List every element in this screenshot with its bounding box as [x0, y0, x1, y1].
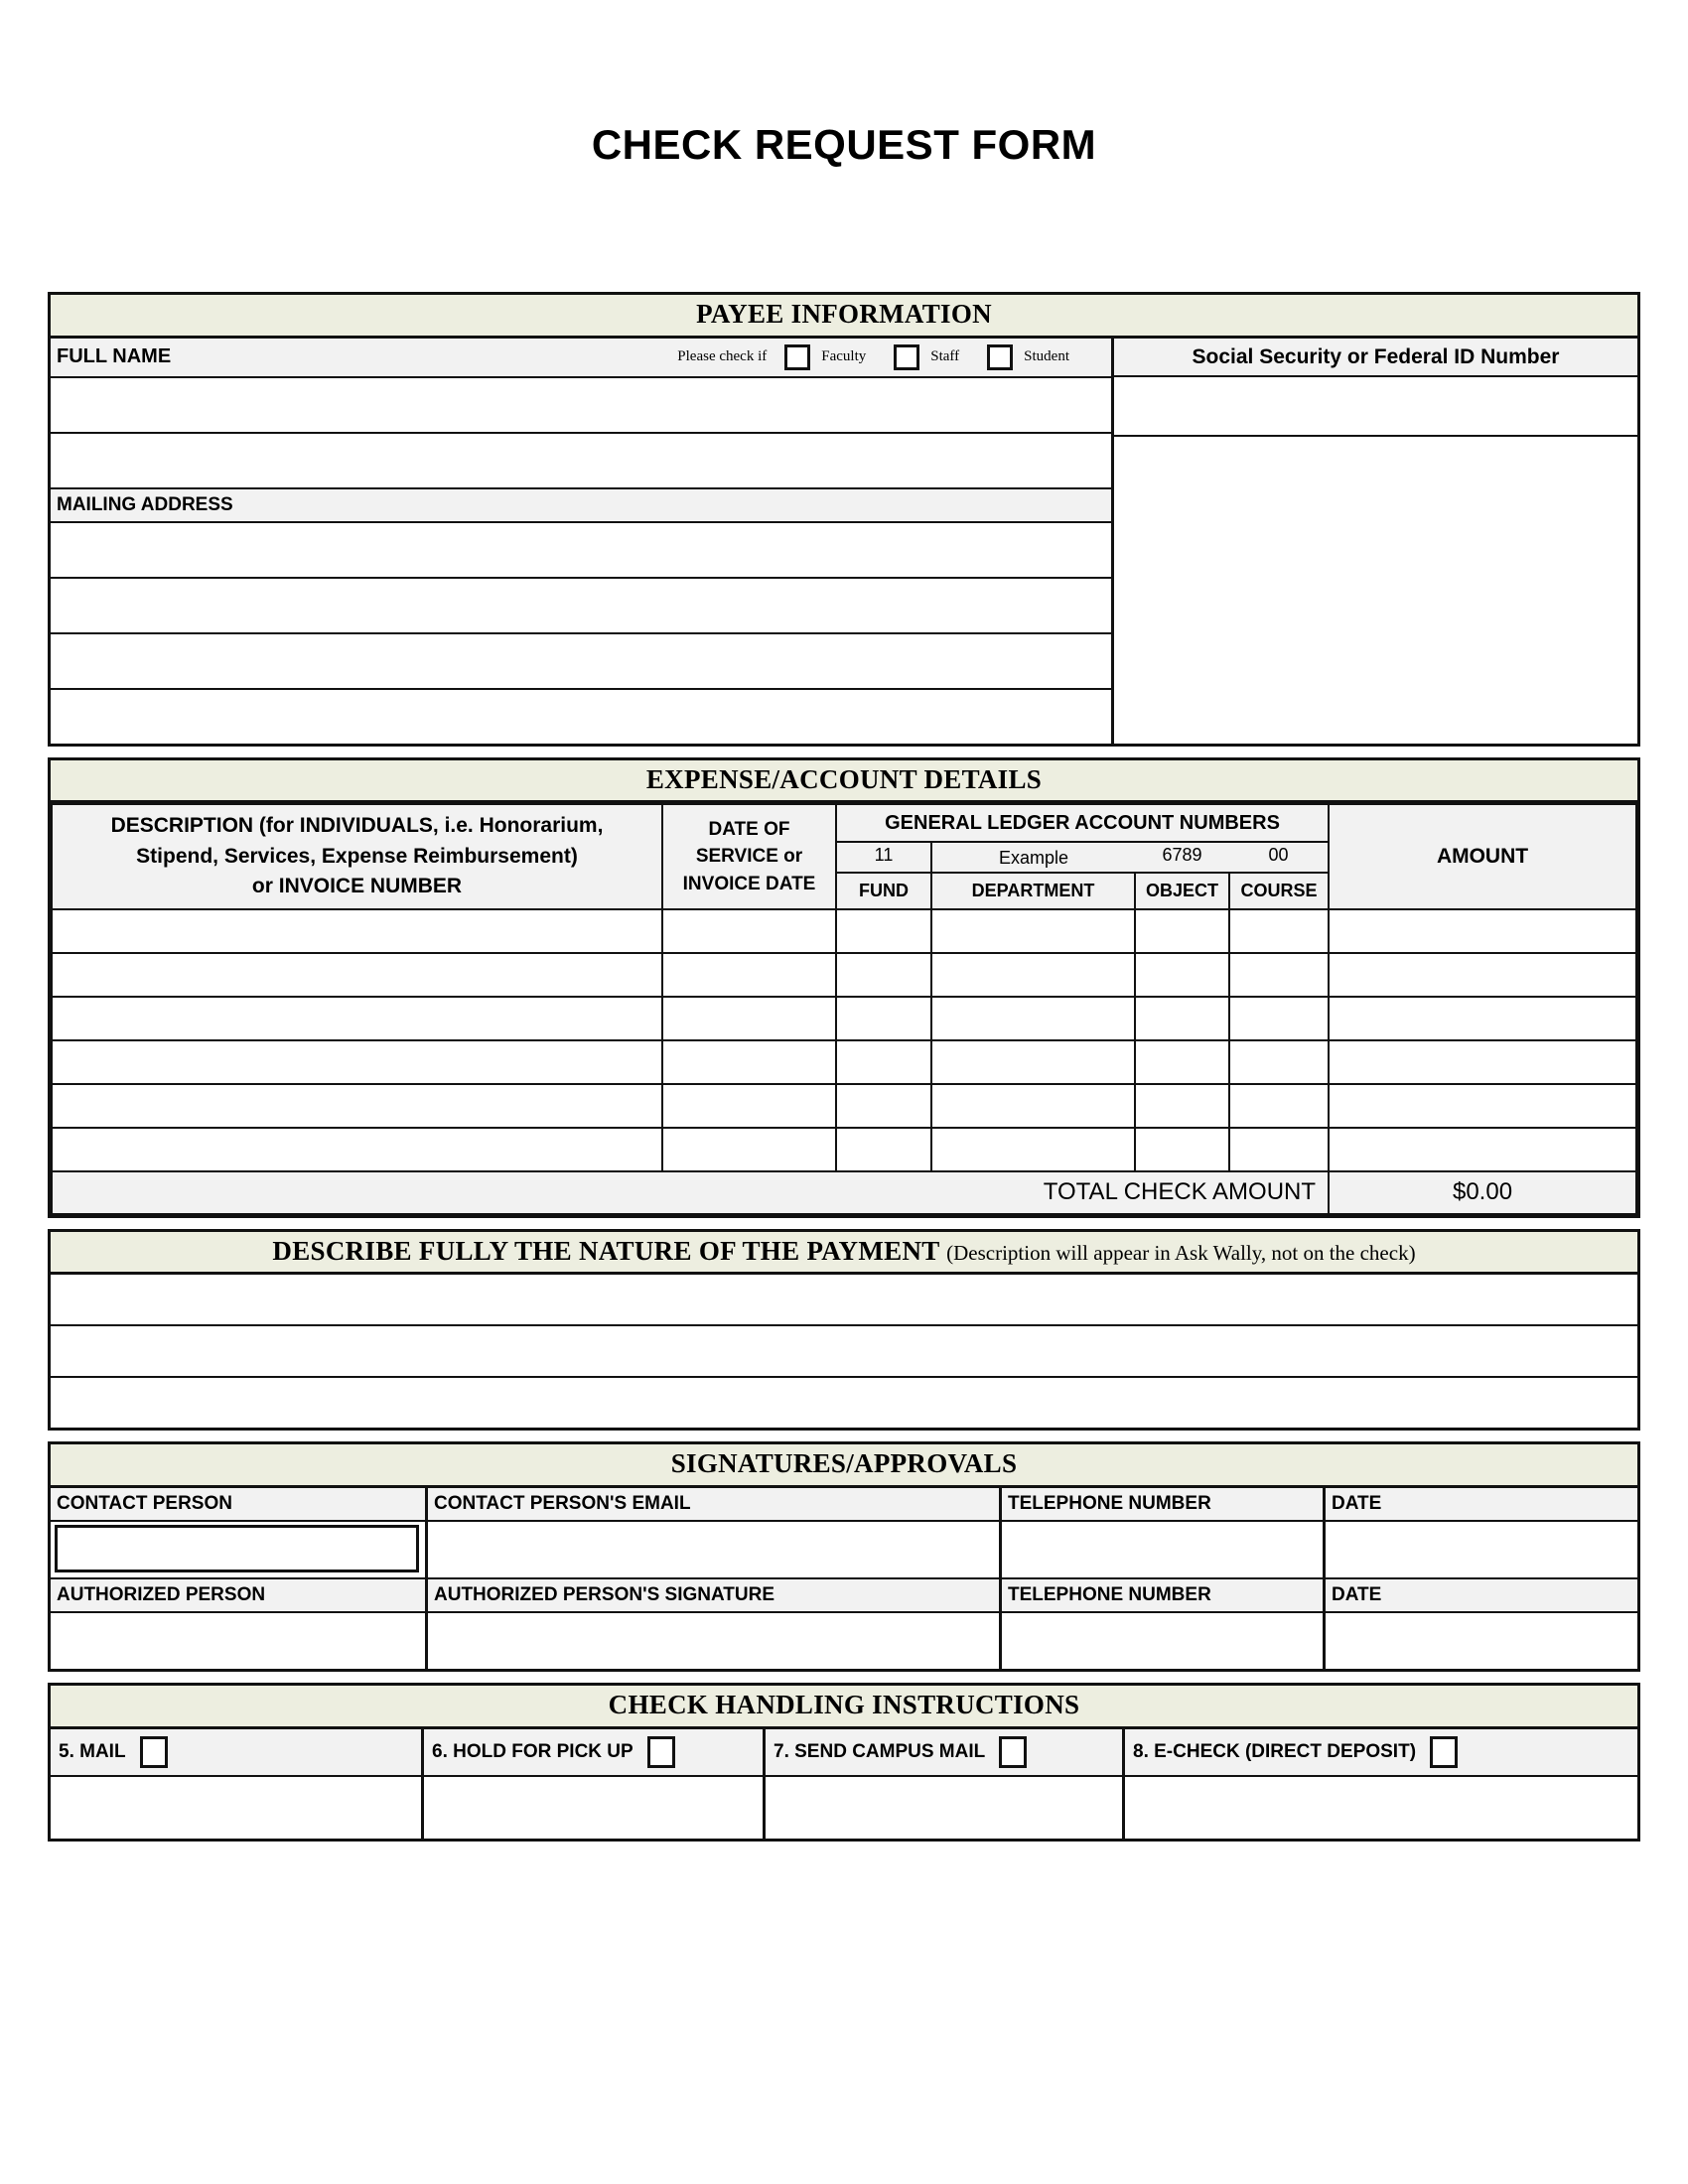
full-name-input-2[interactable] [51, 434, 1111, 489]
total-row [52, 1171, 1636, 1214]
gl-column-department: DEPARTMENT [931, 873, 1135, 909]
mailing-address-label: MAILING ADDRESS [51, 489, 1111, 523]
cell-description[interactable] [52, 953, 662, 997]
cell-date[interactable] [662, 1084, 836, 1128]
description-header-line-1: DESCRIPTION (for INDIVIDUALS, i.e. Honorarium, [110, 814, 604, 838]
cell-object[interactable] [1135, 1084, 1229, 1128]
authorized-date-label: DATE [1326, 1579, 1637, 1611]
describe-section-header [51, 1232, 1637, 1276]
cell-description[interactable] [52, 1084, 662, 1128]
mailing-address-input-2[interactable] [51, 579, 1111, 634]
payee-left-column [51, 339, 1114, 744]
expense-account-details-section [48, 757, 1640, 1218]
send-campus-mail-detail-input[interactable] [766, 1777, 1125, 1839]
cell-department[interactable] [931, 997, 1135, 1040]
payee-information-section [48, 292, 1640, 747]
cell-department[interactable] [931, 1128, 1135, 1171]
mailing-address-input-4[interactable] [51, 690, 1111, 744]
checkbox-faculty-label: Faculty [821, 348, 867, 365]
check-handling-label-row [51, 1729, 1637, 1777]
contact-person-label: CONTACT PERSON [51, 1488, 428, 1520]
option-e-check-label: 8. E-CHECK (DIRECT DEPOSIT) [1133, 1740, 1417, 1762]
authorized-date-input[interactable] [1326, 1613, 1637, 1669]
describe-input-2[interactable] [51, 1326, 1637, 1378]
table-row[interactable] [52, 1084, 1636, 1128]
cell-amount[interactable] [1329, 997, 1636, 1040]
cell-date[interactable] [662, 997, 836, 1040]
cell-date[interactable] [662, 1128, 836, 1171]
cell-description[interactable] [52, 997, 662, 1040]
ssn-input[interactable] [1114, 377, 1637, 437]
example-course-value: 00 [1229, 842, 1329, 872]
full-name-row [51, 339, 1111, 378]
example-fund-value: 11 [836, 842, 931, 872]
e-check-detail-input[interactable] [1125, 1777, 1637, 1839]
checkbox-staff[interactable] [894, 344, 919, 370]
cell-course[interactable] [1229, 909, 1329, 953]
payee-type-checkbox-group [677, 344, 1111, 370]
ssn-open-area[interactable] [1114, 437, 1637, 723]
full-name-input[interactable] [51, 378, 1111, 434]
signatures-label-row-1 [51, 1488, 1637, 1522]
describe-section-title: DESCRIBE FULLY THE NATURE OF THE PAYMENT [272, 1235, 940, 1266]
general-ledger-title: GENERAL LEDGER ACCOUNT NUMBERS [836, 804, 1329, 842]
mail-detail-input[interactable] [51, 1777, 424, 1839]
option-e-check[interactable] [1125, 1729, 1637, 1775]
table-row[interactable] [52, 909, 1636, 953]
checkbox-faculty[interactable] [784, 344, 810, 370]
date-of-service-header [662, 804, 836, 908]
cell-date[interactable] [662, 909, 836, 953]
contact-person-input[interactable] [55, 1525, 419, 1572]
mailing-address-input-3[interactable] [51, 634, 1111, 690]
option-send-campus-mail[interactable] [766, 1729, 1125, 1775]
cell-fund[interactable] [836, 1084, 931, 1128]
check-handling-input-row [51, 1777, 1637, 1839]
authorized-person-input[interactable] [51, 1613, 428, 1669]
table-row[interactable] [52, 1128, 1636, 1171]
checkbox-student-label: Student [1024, 348, 1069, 365]
total-check-amount-value: $0.00 [1329, 1171, 1636, 1214]
option-mail[interactable] [51, 1729, 424, 1775]
description-header-line-3: or INVOICE NUMBER [251, 875, 463, 898]
cell-fund[interactable] [836, 1128, 931, 1171]
contact-person-input-wrap [51, 1522, 428, 1577]
gl-column-course: COURSE [1229, 873, 1329, 909]
payee-section-title: PAYEE INFORMATION [51, 295, 1637, 339]
cell-course[interactable] [1229, 1128, 1329, 1171]
mailing-address-input-1[interactable] [51, 523, 1111, 579]
cell-department[interactable] [931, 909, 1135, 953]
full-name-label: FULL NAME [57, 345, 172, 368]
example-word: Example [931, 842, 1135, 872]
describe-section-subtitle: (Description will appear in Ask Wally, not on the check) [946, 1240, 1416, 1265]
cell-fund[interactable] [836, 953, 931, 997]
ssn-label: Social Security or Federal ID Number [1114, 339, 1637, 377]
checkbox-hold-for-pickup[interactable] [647, 1736, 675, 1768]
cell-department[interactable] [931, 953, 1135, 997]
cell-department[interactable] [931, 1084, 1135, 1128]
gl-column-object: OBJECT [1135, 873, 1229, 909]
cell-date[interactable] [662, 1040, 836, 1084]
cell-course[interactable] [1229, 1084, 1329, 1128]
contact-person-email-input[interactable] [428, 1522, 1002, 1577]
authorized-person-signature-label: AUTHORIZED PERSON'S SIGNATURE [428, 1579, 1002, 1611]
payee-body [51, 339, 1637, 744]
option-hold-for-pickup[interactable] [424, 1729, 766, 1775]
date-header-line-2: SERVICE or [695, 846, 803, 868]
cell-fund[interactable] [836, 997, 931, 1040]
cell-fund[interactable] [836, 1040, 931, 1084]
example-object-value: 6789 [1135, 842, 1229, 872]
gl-column-fund: FUND [836, 873, 931, 909]
cell-description[interactable] [52, 1128, 662, 1171]
table-row[interactable] [52, 1040, 1636, 1084]
cell-course[interactable] [1229, 953, 1329, 997]
total-check-amount-label: TOTAL CHECK AMOUNT [52, 1171, 1329, 1214]
cell-description[interactable] [52, 1040, 662, 1084]
cell-object[interactable] [1135, 1040, 1229, 1084]
signatures-input-row-2 [51, 1613, 1637, 1669]
contact-telephone-label: TELEPHONE NUMBER [1002, 1488, 1326, 1520]
authorized-person-signature-input[interactable] [428, 1613, 1002, 1669]
cell-description[interactable] [52, 909, 662, 953]
checkbox-e-check[interactable] [1430, 1736, 1458, 1768]
please-check-if-label: Please check if [677, 348, 768, 365]
signatures-section-title: SIGNATURES/APPROVALS [51, 1444, 1637, 1488]
amount-header: AMOUNT [1329, 804, 1636, 908]
cell-amount[interactable] [1329, 909, 1636, 953]
cell-department[interactable] [931, 1040, 1135, 1084]
check-handling-section-title: CHECK HANDLING INSTRUCTIONS [51, 1686, 1637, 1729]
description-header-line-2: Stipend, Services, Expense Reimbursement) [136, 844, 578, 868]
checkbox-student[interactable] [987, 344, 1013, 370]
date-header-line-1: DATE OF [708, 818, 790, 840]
check-handling-instructions-section [48, 1683, 1640, 1842]
cell-amount[interactable] [1329, 1040, 1636, 1084]
contact-date-input[interactable] [1326, 1522, 1637, 1577]
expense-table [51, 803, 1637, 1214]
contact-person-email-label: CONTACT PERSON'S EMAIL [428, 1488, 1002, 1520]
cell-course[interactable] [1229, 997, 1329, 1040]
describe-input-3[interactable] [51, 1378, 1637, 1428]
authorized-telephone-label: TELEPHONE NUMBER [1002, 1579, 1326, 1611]
hold-for-pickup-detail-input[interactable] [424, 1777, 766, 1839]
payee-right-column [1114, 339, 1637, 744]
signatures-label-row-2 [51, 1579, 1637, 1613]
signatures-approvals-section [48, 1441, 1640, 1672]
table-row[interactable] [52, 953, 1636, 997]
cell-object[interactable] [1135, 997, 1229, 1040]
cell-object[interactable] [1135, 909, 1229, 953]
expense-section-title: EXPENSE/ACCOUNT DETAILS [51, 760, 1637, 804]
contact-date-label: DATE [1326, 1488, 1637, 1520]
cell-amount[interactable] [1329, 953, 1636, 997]
describe-input-1[interactable] [51, 1275, 1637, 1326]
cell-course[interactable] [1229, 1040, 1329, 1084]
option-hold-for-pickup-label: 6. HOLD FOR PICK UP [432, 1740, 633, 1762]
signatures-input-row-1 [51, 1522, 1637, 1579]
contact-telephone-input[interactable] [1002, 1522, 1326, 1577]
expense-header-row-1 [52, 804, 1636, 842]
option-send-campus-mail-label: 7. SEND CAMPUS MAIL [774, 1740, 986, 1762]
description-header [52, 804, 662, 908]
cell-fund[interactable] [836, 909, 931, 953]
cell-amount[interactable] [1329, 1128, 1636, 1171]
table-row[interactable] [52, 997, 1636, 1040]
authorized-person-label: AUTHORIZED PERSON [51, 1579, 428, 1611]
date-header-line-3: INVOICE DATE [682, 873, 816, 894]
cell-object[interactable] [1135, 953, 1229, 997]
cell-amount[interactable] [1329, 1084, 1636, 1128]
option-mail-label: 5. MAIL [59, 1740, 126, 1762]
checkbox-staff-label: Staff [930, 348, 960, 365]
authorized-telephone-input[interactable] [1002, 1613, 1326, 1669]
describe-payment-section [48, 1229, 1640, 1432]
cell-object[interactable] [1135, 1128, 1229, 1171]
page-title: CHECK REQUEST FORM [591, 121, 1097, 168]
checkbox-mail[interactable] [140, 1736, 168, 1768]
cell-date[interactable] [662, 953, 836, 997]
checkbox-send-campus-mail[interactable] [999, 1736, 1027, 1768]
